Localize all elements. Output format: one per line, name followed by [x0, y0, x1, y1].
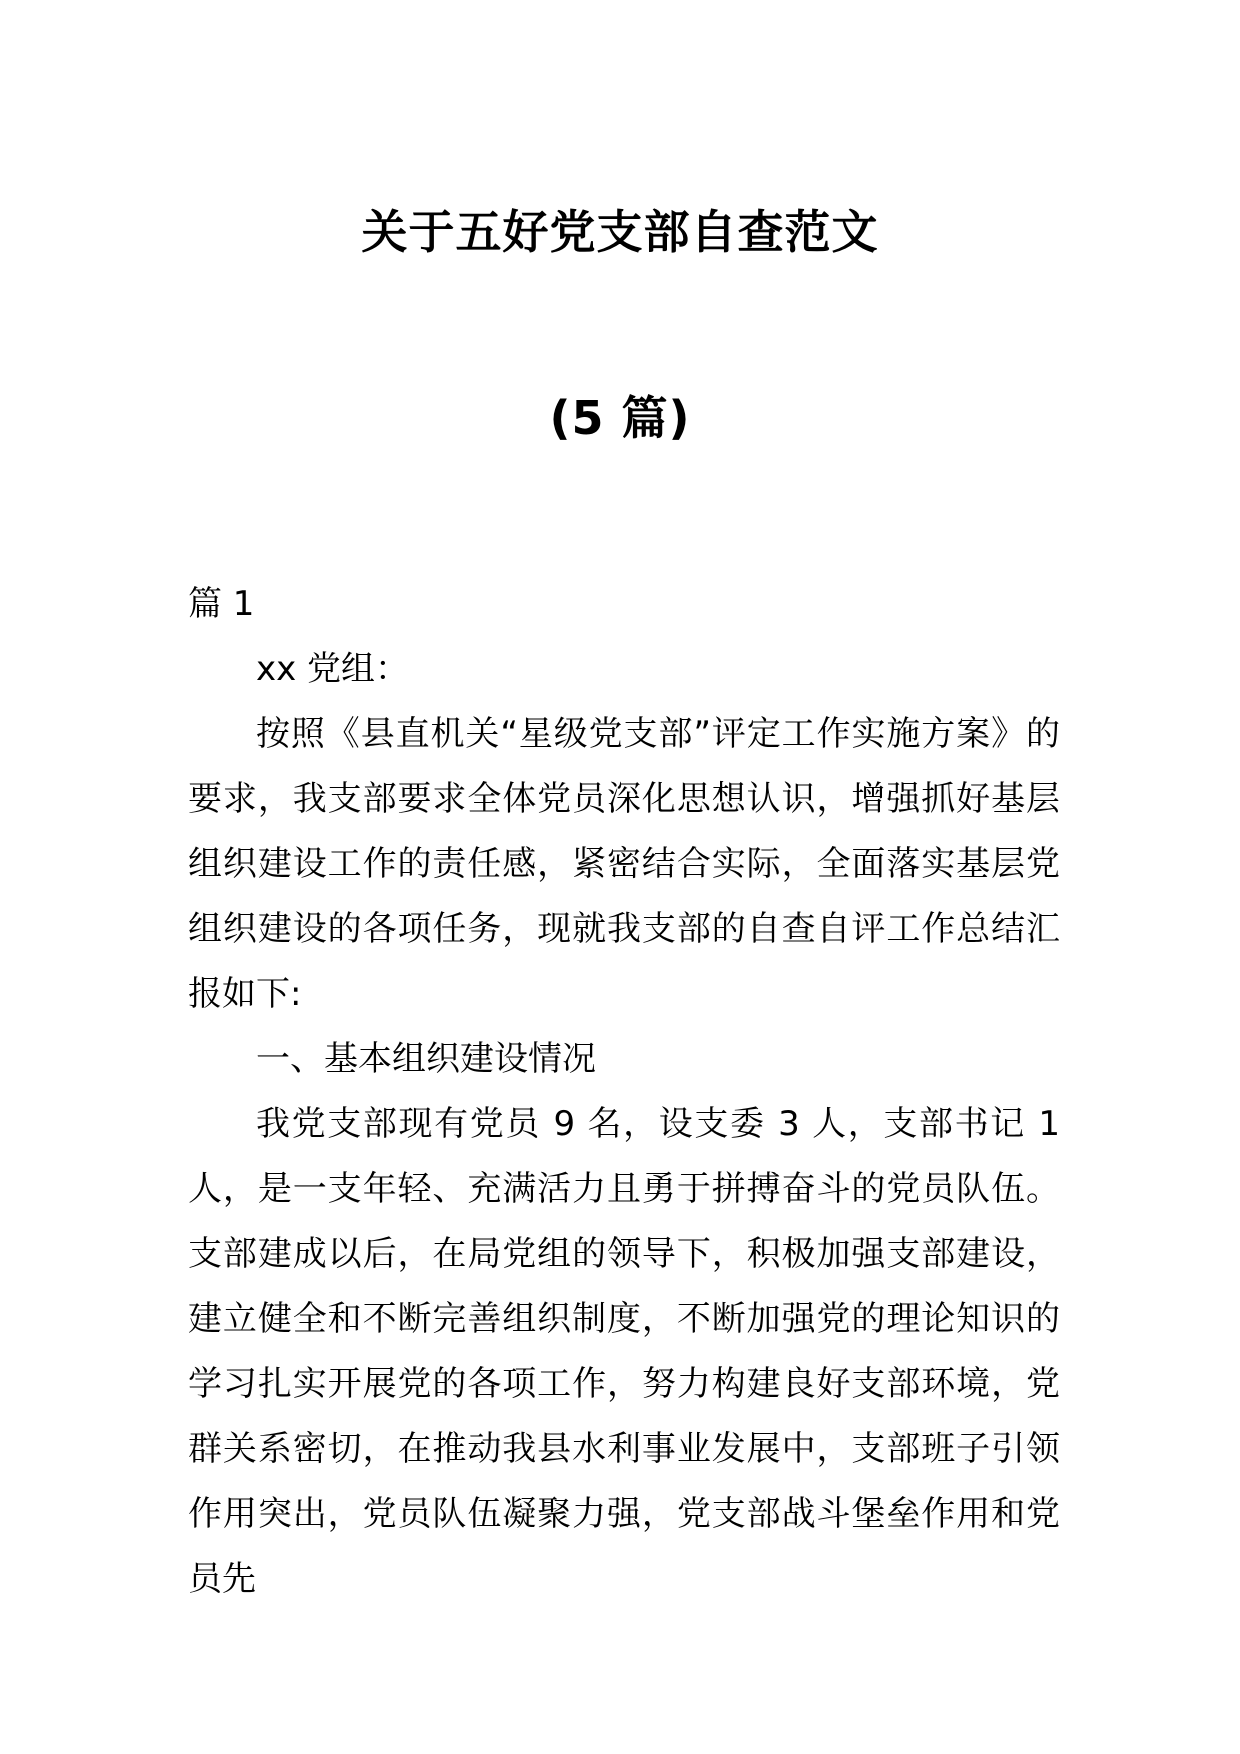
section-label: 篇 1	[188, 584, 255, 624]
document-body	[188, 572, 1060, 1612]
salutation: xx 党组：	[256, 649, 410, 689]
paragraph-intro: 按照《县直机关“星级党支部”评定工作实施方案》的要求，我支部要求全体党员深化思想认识，增强抓好基层组织建设工作的责任感，紧密结合实际，全面落实基层党组织建设的各项任务，现就我支部的自查自评工作总结汇报如下:	[188, 714, 1060, 1014]
paragraph-basic-organization: 我党支部现有党员 9 名，设支委 3 人，支部书记 1 人，是一支年轻、充满活力且勇于拼搏奋斗的党员队伍。支部建成以后，在局党组的领导下，积极加强支部建设，建立健全和不断完善组织制度，不断加强党的理论知识的学习扎实开展党的各项工作，努力构建良好支部环境，党群关系密切，在推动我县水利事业发展中，支部班子引领作用突出，党员队伍凝聚力强，党支部战斗堡垒作用和党员先	[188, 1104, 1060, 1599]
document-subtitle: (5 篇)	[549, 391, 691, 445]
section-heading-1: 一、基本组织建设情况	[256, 1039, 596, 1079]
document-title: 关于五好党支部自查范文	[361, 205, 879, 259]
